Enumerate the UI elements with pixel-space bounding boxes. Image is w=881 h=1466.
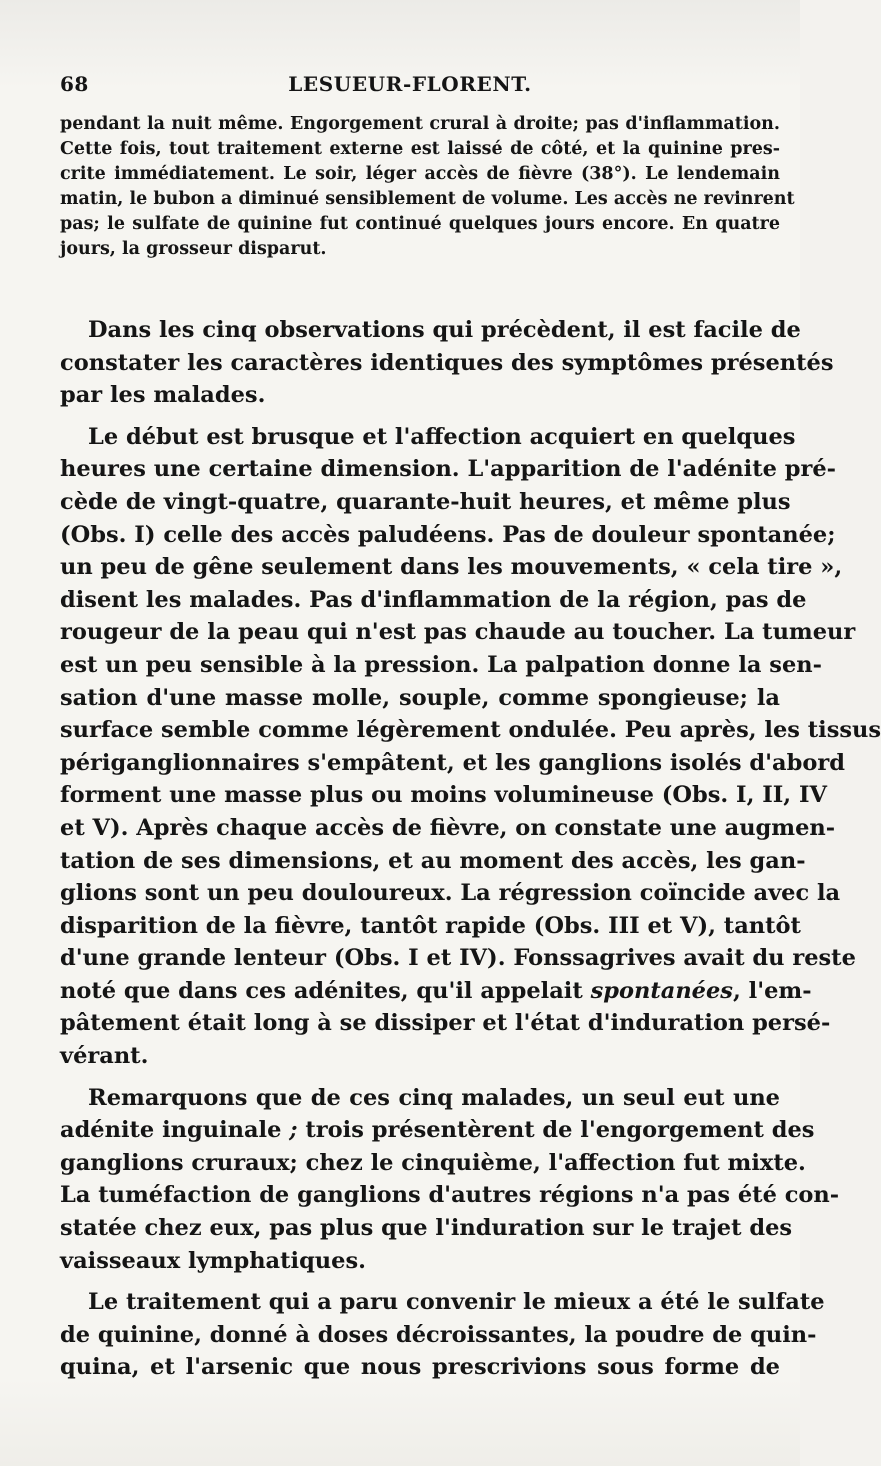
text-line: quina, et l'arsenic que nous prescrivions sous forme de (60, 1354, 780, 1381)
text-fragment: noté que dans ces adénites, qu'il appelait (60, 977, 591, 1004)
text-line: ganglions cruraux; chez le cinquième, l'affection fut mixte. (60, 1149, 806, 1176)
text-line (60, 1114, 815, 1147)
text-line: pâtement était long à se dissiper et l'état d'induration persé- (60, 1010, 831, 1037)
text-line: disparition de la fièvre, tantôt rapide (Obs. III et V), tantôt (60, 912, 801, 939)
text-line: forment une masse plus ou moins volumineuse (Obs. I, II, IV (60, 782, 827, 809)
text-line: est un peu sensible à la pression. La palpation donne la sen- (60, 651, 822, 678)
italic-term: spontanées (590, 977, 733, 1004)
text-fragment: , l'em- (732, 977, 812, 1004)
text-line: Le début est brusque et l'affection acquiert en quelques (88, 423, 796, 450)
text-line: matin, le bubon a diminué sensiblement de volume. Les accès ne revinrent (60, 189, 795, 209)
paragraph-summary (60, 314, 834, 412)
text-line: pas; le sulfate de quinine fut continué quelques jours encore. En quatre (60, 214, 780, 234)
text-line: tation de ses dimensions, et au moment des accès, les gan- (60, 847, 806, 874)
text-line: sation d'une masse molle, souple, comme spongieuse; la (60, 684, 780, 711)
text-line: vérant. (60, 1043, 149, 1070)
text-line: heures une certaine dimension. L'apparition de l'adénite pré- (60, 456, 836, 483)
paragraph-treatment (60, 1286, 825, 1384)
text-line: La tuméfaction de ganglions d'autres régions n'a pas été con- (60, 1182, 840, 1209)
text-line: périganglionnaires s'empâtent, et les ganglions isolés d'abord (60, 749, 845, 776)
text-line: de quinine, donné à doses décroissantes, la poudre de quin- (60, 1321, 817, 1348)
text-line: disent les malades. Pas d'inflammation de la région, pas de (60, 586, 807, 613)
running-head: LESUEUR-FLORENT. (288, 72, 532, 96)
text-line (60, 975, 812, 1008)
page-number: 68 (60, 72, 89, 96)
page-header (60, 72, 760, 102)
text-line: et V). Après chaque accès de fièvre, on constate une augmen- (60, 814, 836, 841)
main-text (60, 314, 881, 1384)
text-fragment: trois présentèrent de l'engorgement des (297, 1117, 815, 1144)
observation-continuation (60, 112, 795, 262)
text-line: cède de vingt-quatre, quarante-huit heures, et même plus (60, 488, 791, 515)
italic-punctuation: ; (289, 1117, 298, 1144)
text-line: crite immédiatement. Le soir, léger accès de fièvre (38°). Le lendemain (60, 164, 780, 184)
text-line: constater les caractères identiques des symptômes présentés (60, 349, 834, 376)
text-line: surface semble comme légèrement ondulée. Peu après, les tissus (60, 717, 881, 744)
paragraph-locations (60, 1082, 840, 1278)
text-line: Le traitement qui a paru convenir le mieux a été le sulfate (88, 1289, 825, 1316)
paragraph-symptoms (60, 421, 881, 1073)
text-line: pendant la nuit même. Engorgement crural à droite; pas d'inflammation. (60, 114, 780, 134)
text-line: jours, la grosseur disparut. (60, 239, 327, 259)
text-line: par les malades. (60, 382, 266, 409)
text-line: un peu de gêne seulement dans les mouvements, « cela tire », (60, 554, 843, 581)
text-line: Dans les cinq observations qui précèdent, il est facile de (88, 317, 801, 343)
text-line: glions sont un peu douloureux. La régression coïncide avec la (60, 880, 841, 907)
text-line: Remarquons que de ces cinq malades, un seul eut une (88, 1084, 780, 1111)
text-line: (Obs. I) celle des accès paludéens. Pas de douleur spontanée; (60, 521, 836, 548)
text-line: vaisseaux lymphatiques. (60, 1247, 366, 1274)
text-line: Cette fois, tout traitement externe est laissé de côté, et la quinine pres- (60, 139, 780, 159)
text-fragment: adénite inguinale (60, 1117, 290, 1144)
text-line: statée chez eux, pas plus que l'induration sur le trajet des (60, 1215, 793, 1242)
text-line: d'une grande lenteur (Obs. I et IV). Fonssagrives avait du reste (60, 945, 856, 972)
text-line: rougeur de la peau qui n'est pas chaude au toucher. La tumeur (60, 619, 856, 646)
